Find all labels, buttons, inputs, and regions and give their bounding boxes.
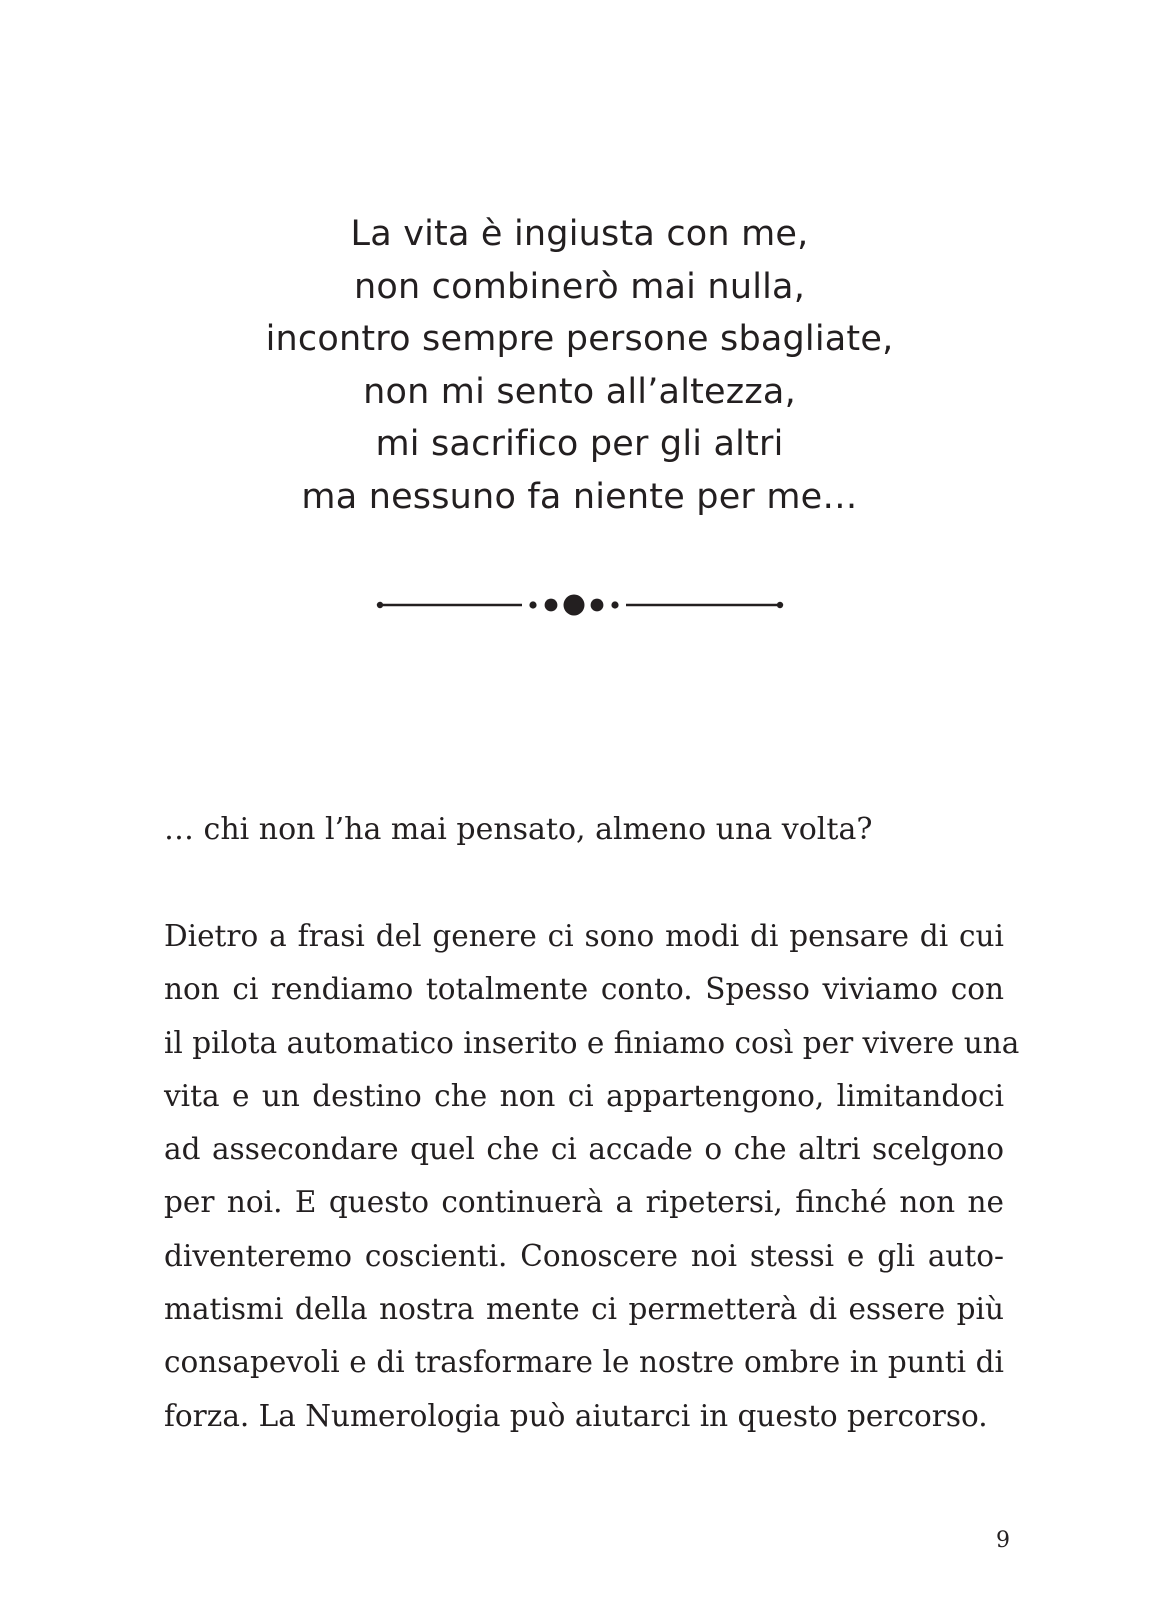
body-line: per noi. E questo continuerà a ripetersi, finché non ne (164, 1185, 1004, 1220)
body-paragraph (164, 910, 1020, 1443)
body-line: forza. La Numerologia può aiutarci in questo percorso. (164, 1398, 988, 1433)
epigraph-line: ma nessuno fa niente per me… (301, 476, 858, 517)
epigraph-line: mi sacrifico per gli altri (375, 424, 784, 464)
body-line: diventeremo coscienti. Conoscere noi stessi e gli auto- (164, 1238, 1004, 1273)
body-line: non ci rendiamo totalmente conto. Spesso viviamo con (164, 972, 1004, 1007)
intro-question: … chi non l’ha mai pensato, almeno una volta? (164, 812, 873, 847)
epigraph-line: non combinerò mai nulla, (353, 266, 806, 307)
epigraph-line: incontro sempre persone sbagliate, (265, 319, 894, 359)
dotted-line-divider-icon (376, 588, 786, 622)
page-number: 9 (996, 1528, 1010, 1553)
body-line: vita e un destino che non ci appartengono, limitandoci (164, 1078, 1004, 1113)
body-line: matismi della nostra mente ci permetterà di essere più (164, 1292, 1004, 1327)
body-line: ad assecondare quel che ci accade o che altri scelgono (164, 1132, 1004, 1167)
body-line: il pilota automatico inserito e finiamo così per vivere una (164, 1025, 1020, 1060)
epigraph (0, 208, 1159, 523)
body-line: Dietro a frasi del genere ci sono modi di pensare di cui (164, 919, 1004, 953)
epigraph-line: non mi sento all’altezza, (363, 371, 796, 412)
body-line: consapevoli e di trasformare le nostre ombre in punti di (164, 1345, 1004, 1380)
epigraph-line: La vita è ingiusta con me, (350, 214, 809, 254)
